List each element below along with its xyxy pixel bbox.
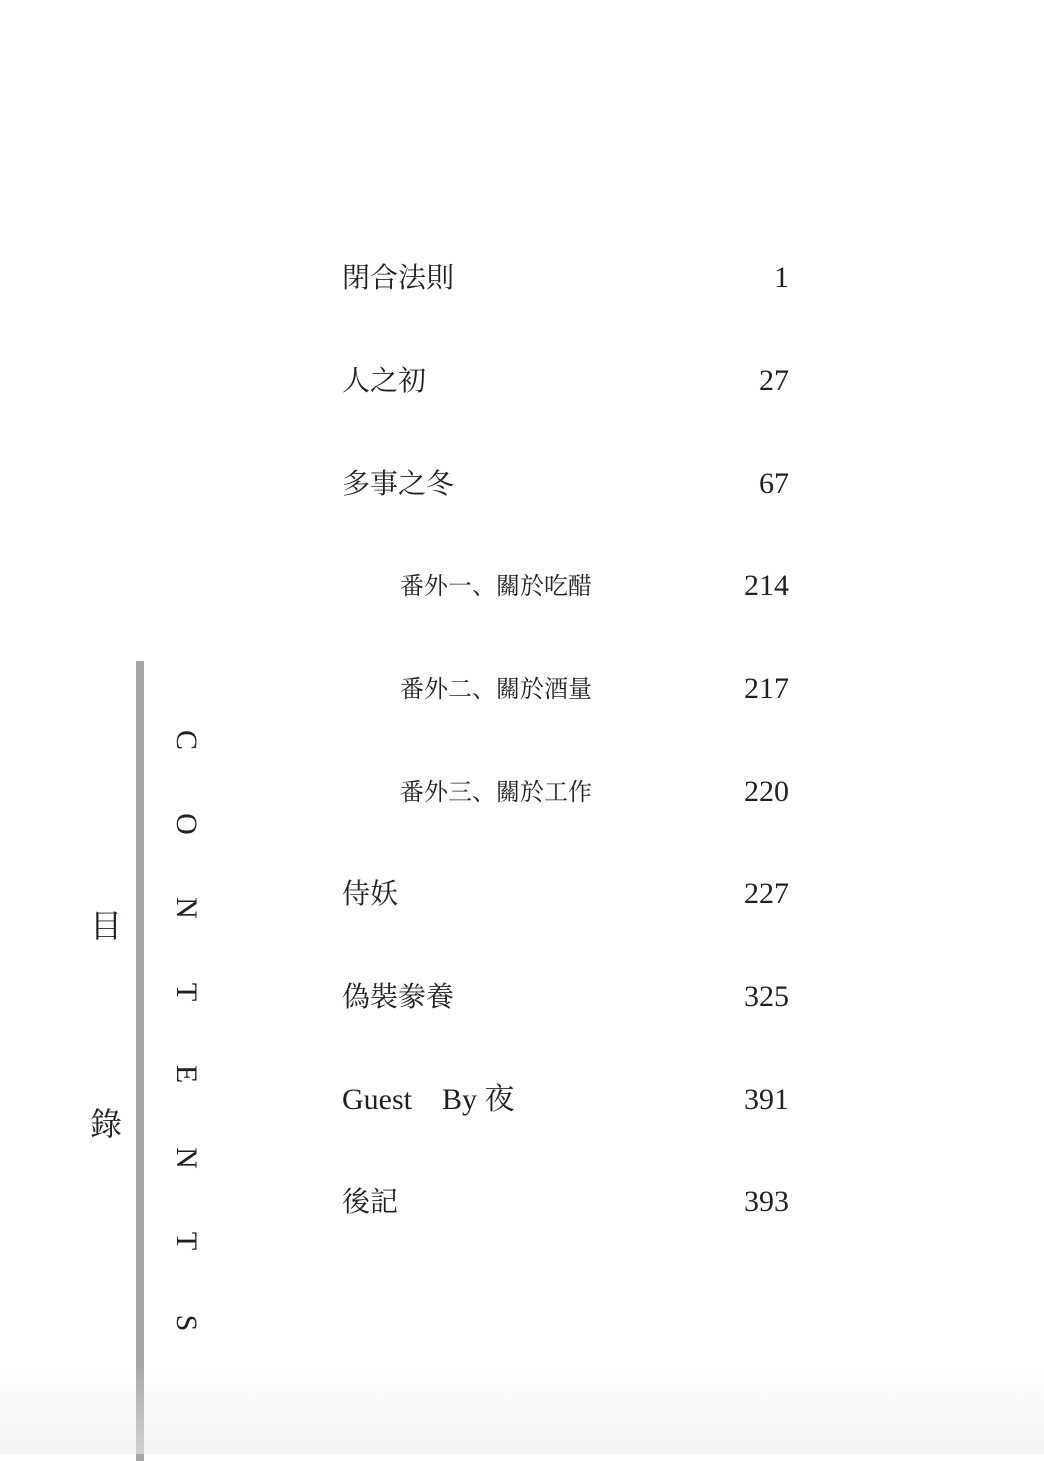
toc-entry-page: 217	[744, 672, 789, 705]
toc-subentry[interactable]	[342, 772, 792, 812]
toc-entry[interactable]	[342, 1080, 792, 1120]
toc-subentry[interactable]	[342, 566, 792, 606]
toc-entry[interactable]	[342, 977, 792, 1017]
toc-entry-title: 偽裝豢養	[342, 980, 455, 1013]
toc-entry-page: 391	[744, 1083, 789, 1116]
toc-entry-title: 多事之冬	[342, 467, 455, 500]
contents-letter: O	[170, 813, 203, 835]
contents-letter: T	[170, 982, 203, 1002]
contents-letter: E	[170, 1064, 203, 1084]
toc-subentry[interactable]	[342, 669, 792, 709]
toc-entry-title: 番外三、關於工作	[400, 778, 592, 806]
toc-entry[interactable]	[342, 258, 792, 298]
toc-entry[interactable]	[342, 1182, 792, 1222]
toc-entry-title: 閉合法則	[342, 261, 455, 294]
toc-entry-page: 1	[774, 261, 789, 294]
contents-letter: N	[170, 1147, 203, 1169]
side-title-char-mu: 目	[89, 907, 122, 945]
toc-entry-title: Guest By 夜	[342, 1083, 515, 1116]
toc-entry-title: 侍妖	[342, 877, 399, 910]
contents-letter: N	[170, 897, 203, 919]
toc-entry-title: 人之初	[342, 364, 427, 397]
toc-entry-page: 393	[744, 1185, 789, 1218]
contents-letter: T	[170, 1231, 203, 1251]
toc-entry-page: 227	[744, 877, 789, 910]
contents-letter: S	[170, 1314, 203, 1332]
toc-entry[interactable]	[342, 874, 792, 914]
toc-entry-title: 番外二、關於酒量	[400, 675, 592, 703]
toc-entry-page: 220	[744, 775, 789, 808]
toc-entry-title: 番外一、關於吃醋	[400, 572, 592, 600]
toc-entry-page: 325	[744, 980, 789, 1013]
toc-entry-page: 214	[744, 569, 789, 602]
contents-letter: C	[170, 729, 203, 750]
toc-entry[interactable]	[342, 464, 792, 504]
toc-entry-page: 67	[759, 467, 789, 500]
toc-entry-title: 後記	[342, 1185, 399, 1218]
toc-entry[interactable]	[342, 361, 792, 401]
side-title-char-lu: 錄	[89, 1105, 122, 1143]
toc-entry-page: 27	[759, 364, 789, 397]
